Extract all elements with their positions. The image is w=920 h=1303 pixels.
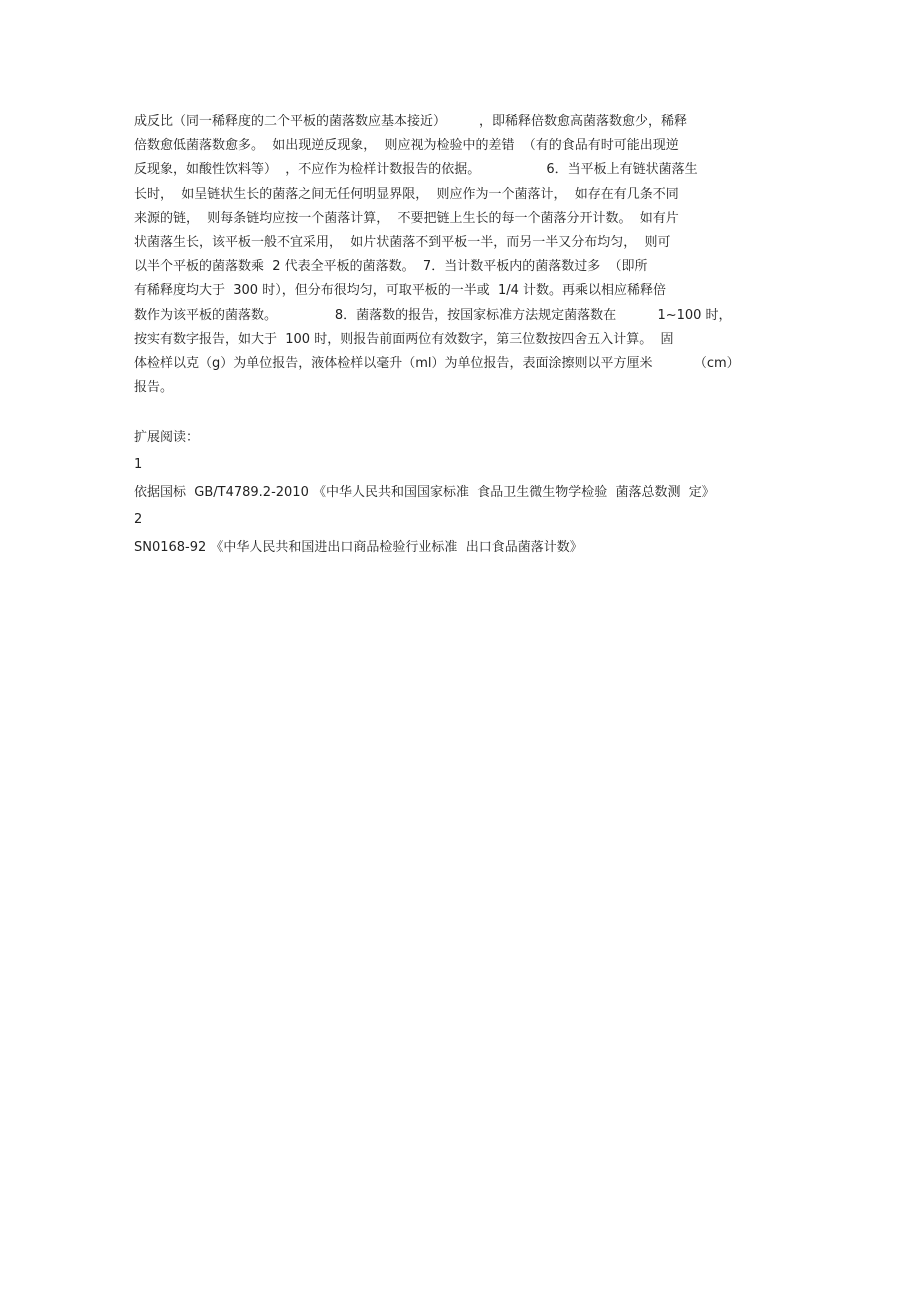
body-paragraph: [134, 110, 794, 400]
paragraph-line: 倍数愈低菌落数愈多。 如出现逆反现象， 则应视为检验中的差错 （有的食品有时可能出现逆: [134, 138, 679, 154]
paragraph-line: 长时， 如呈链状生长的菌落之间无任何明显界限， 则应作为一个菌落计， 如存在有几条不同: [134, 186, 679, 202]
reference-item: SN0168-92 《中华人民共和国进出口商品检验行业标准 出口食品菌落计数》: [134, 540, 583, 555]
paragraph-line: 按实有数字报告，如大于 100 时，则报告前面两位有效数字，第三位数按四舍五入计算。 固: [134, 331, 674, 347]
reference-number: 2: [134, 512, 143, 527]
extended-reading-section: [134, 426, 834, 563]
reference-number: 1: [134, 457, 143, 472]
paragraph-line: 以半个平板的菌落数乘 2 代表全平板的菌落数。 7．当计数平板内的菌落数过多 （即所: [134, 259, 648, 275]
paragraph-line: 成反比（同一稀释度的二个平板的菌落数应基本接近） ，即稀释倍数愈高菌落数愈少，稀释: [134, 114, 688, 129]
paragraph-line: 状菌落生长，该平板一般不宜采用， 如片状菌落不到平板一半，而另一半又分布均匀， 则可: [134, 234, 671, 250]
reference-item: 依据国标 GB/T4789.2-2010 《中华人民共和国国家标准 食品卫生微生物学检验 菌落总数测 定》: [134, 485, 715, 500]
paragraph-line: 报告。: [134, 380, 174, 396]
paragraph-line: 体检样以克（g）为单位报告，液体检样以毫升（ml）为单位报告，表面涂擦则以平方厘米 （cm）: [134, 355, 740, 371]
paragraph-line: 数作为该平板的菌落数。 8．菌落数的报告，按国家标准方法规定菌落数在 1~100 时，: [134, 307, 732, 323]
paragraph-line: 来源的链， 则每条链均应按一个菌落计算， 不要把链上生长的每一个菌落分开计数。 如有片: [134, 210, 679, 226]
extended-reading-title: 扩展阅读：: [134, 430, 200, 445]
paragraph-line: 反现象，如酸性饮料等） ，不应作为检样计数报告的依据。 6．当平板上有链状菌落生: [134, 162, 698, 178]
paragraph-line: 有稀释度均大于 300 时），但分布很均匀，可取平板的一半或 1/4 计数。再乘以相应稀释倍: [134, 283, 667, 299]
